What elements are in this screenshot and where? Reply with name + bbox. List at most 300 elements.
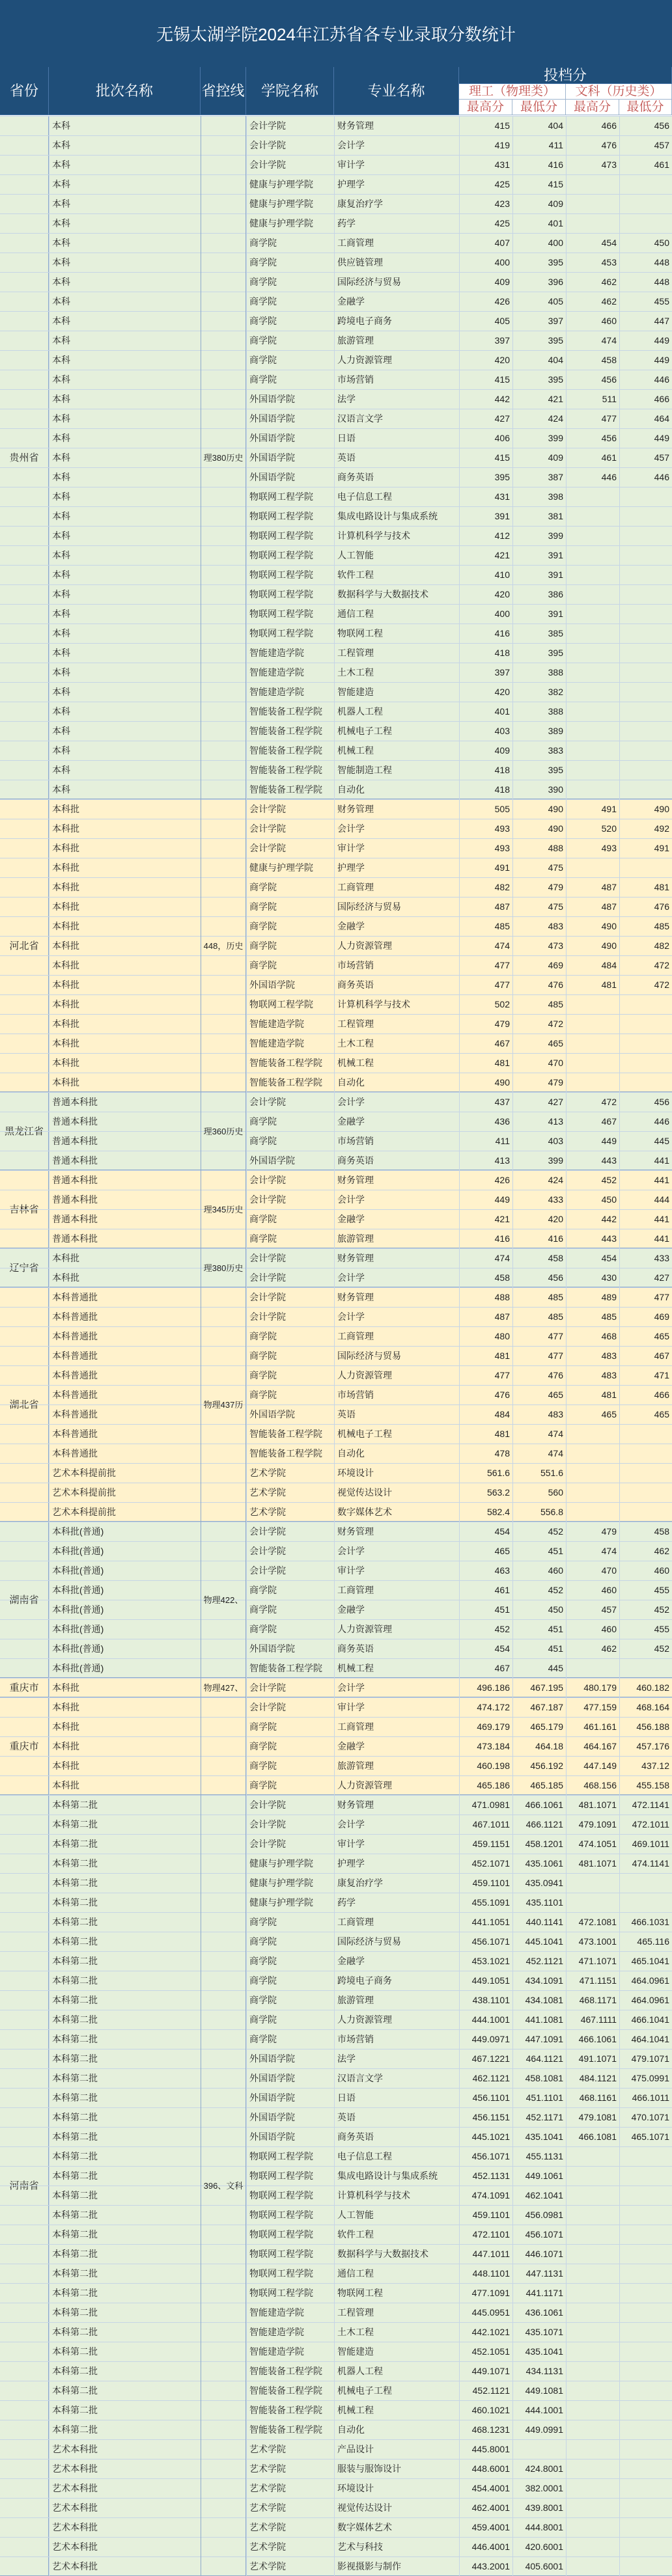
arts-max-cell: 481.1071 <box>566 1796 619 1815</box>
science-max-cell: 459.1101 <box>459 1874 512 1893</box>
college-cell: 会计学院 <box>246 1542 334 1561</box>
science-min-cell: 421 <box>512 390 566 409</box>
major-cell: 会计学 <box>334 1268 459 1287</box>
batch-cell: 本科批 <box>49 1015 201 1034</box>
college-cell: 会计学院 <box>246 1561 334 1580</box>
science-min-cell: 405 <box>512 292 566 311</box>
batch-cell: 本科普通批 <box>49 1347 201 1365</box>
batch-cell: 本科批 <box>49 1776 201 1795</box>
science-max-cell: 462.1121 <box>459 2069 512 2088</box>
arts-max-cell: 491.1071 <box>566 2049 619 2068</box>
province-group <box>0 1795 672 2576</box>
arts-min-cell <box>619 761 672 780</box>
arts-max-cell <box>566 741 619 760</box>
table-row <box>0 1756 672 1775</box>
college-cell: 会计学院 <box>246 116 334 135</box>
arts-max-cell <box>566 2518 619 2537</box>
table-row <box>0 1463 672 1483</box>
batch-cell: 本科批 <box>49 917 201 936</box>
college-cell: 艺术学院 <box>246 2518 334 2537</box>
batch-cell: 本科批(普通) <box>49 1581 201 1600</box>
table-row <box>0 2244 672 2264</box>
batch-cell: 本科批(普通) <box>49 1542 201 1561</box>
batch-cell: 本科批 <box>49 1737 201 1756</box>
batch-cell: 本科 <box>49 546 201 565</box>
arts-min-cell: 433 <box>619 1249 672 1268</box>
batch-cell: 本科批 <box>49 819 201 838</box>
table-row <box>0 2400 672 2420</box>
arts-min-cell <box>619 1015 672 1034</box>
batch-cell: 艺术本科批 <box>49 2479 201 2498</box>
college-cell: 商学院 <box>246 1971 334 1990</box>
major-cell: 审计学 <box>334 1835 459 1854</box>
science-max-cell: 458 <box>459 1268 512 1287</box>
science-max-cell: 442 <box>459 390 512 409</box>
table-row <box>0 897 672 916</box>
table-row <box>0 1170 672 1190</box>
science-max-cell: 415 <box>459 370 512 389</box>
province-group <box>0 1522 672 1678</box>
major-cell: 审计学 <box>334 1698 459 1717</box>
major-cell: 电子信息工程 <box>334 487 459 506</box>
arts-min-cell: 446 <box>619 468 672 487</box>
arts-max-cell <box>566 566 619 584</box>
major-cell: 国际经济与贸易 <box>334 273 459 292</box>
batch-cell: 本科 <box>49 156 201 174</box>
arts-max-cell <box>566 2420 619 2439</box>
arts-max-cell: 460 <box>566 1581 619 1600</box>
arts-max-cell: 480.179 <box>566 1679 619 1697</box>
header-major: 专业名称 <box>334 67 459 115</box>
science-max-cell: 423 <box>459 195 512 213</box>
science-min-cell: 479 <box>512 878 566 897</box>
major-cell: 会计学 <box>334 1542 459 1561</box>
major-cell: 环境设计 <box>334 2479 459 2498</box>
batch-cell: 本科批(普通) <box>49 1561 201 1580</box>
batch-cell: 艺术本科批 <box>49 2557 201 2576</box>
table-row <box>0 702 672 721</box>
science-min-cell: 466.1121 <box>512 1815 566 1834</box>
table-row <box>0 1014 672 1034</box>
major-cell: 财务管理 <box>334 1522 459 1541</box>
science-min-cell: 473 <box>512 937 566 955</box>
science-min-cell: 479 <box>512 1073 566 1092</box>
major-cell: 工商管理 <box>334 1581 459 1600</box>
science-max-cell: 478 <box>459 1444 512 1463</box>
arts-max-cell: 454 <box>566 234 619 253</box>
table-row <box>0 1112 672 1131</box>
science-max-cell: 411 <box>459 1132 512 1151</box>
table-row <box>0 467 672 487</box>
science-max-cell: 485 <box>459 917 512 936</box>
province-group <box>0 1170 672 1248</box>
major-cell: 工商管理 <box>334 1327 459 1346</box>
batch-cell: 本科 <box>49 331 201 350</box>
science-max-cell: 406 <box>459 429 512 448</box>
science-min-cell: 395 <box>512 761 566 780</box>
arts-min-cell: 465 <box>619 1327 672 1346</box>
arts-max-cell: 457 <box>566 1600 619 1619</box>
arts-max-cell: 479.1081 <box>566 2108 619 2127</box>
science-min-cell: 390 <box>512 780 566 799</box>
science-max-cell: 467 <box>459 1659 512 1678</box>
arts-max-cell <box>566 2499 619 2517</box>
college-cell: 物联网工程学院 <box>246 546 334 565</box>
major-cell: 跨境电子商务 <box>334 1971 459 1990</box>
major-cell: 英语 <box>334 2108 459 2127</box>
science-max-cell: 460.198 <box>459 1757 512 1775</box>
major-cell: 机械工程 <box>334 1659 459 1678</box>
table-row <box>0 2205 672 2225</box>
arts-max-cell: 471.1151 <box>566 1971 619 1990</box>
table-row <box>0 1815 672 1834</box>
college-cell: 物联网工程学院 <box>246 527 334 545</box>
arts-min-cell <box>619 2557 672 2576</box>
arts-min-cell: 446 <box>619 370 672 389</box>
science-min-cell: 395 <box>512 370 566 389</box>
science-min-cell: 391 <box>512 566 566 584</box>
science-max-cell: 431 <box>459 156 512 174</box>
science-min-cell: 401 <box>512 214 566 233</box>
table-row <box>0 233 672 253</box>
table-row <box>0 2068 672 2088</box>
batch-cell: 本科 <box>49 624 201 643</box>
science-max-cell: 445.8001 <box>459 2440 512 2459</box>
science-max-cell: 448.1101 <box>459 2264 512 2283</box>
science-max-cell: 415 <box>459 448 512 467</box>
college-cell: 会计学院 <box>246 1698 334 1717</box>
major-cell: 土木工程 <box>334 2323 459 2342</box>
header-college: 学院名称 <box>246 67 334 115</box>
science-max-cell: 449.1071 <box>459 2362 512 2381</box>
table-row <box>0 1131 672 1151</box>
science-max-cell: 453.1021 <box>459 1952 512 1971</box>
arts-min-cell: 464.1041 <box>619 2030 672 2049</box>
college-cell: 会计学院 <box>246 1522 334 1541</box>
major-cell: 工商管理 <box>334 234 459 253</box>
college-cell: 艺术学院 <box>246 1464 334 1483</box>
batch-cell: 本科 <box>49 448 201 467</box>
arts-max-cell <box>566 175 619 194</box>
arts-min-cell: 441 <box>619 1210 672 1229</box>
arts-min-cell: 466 <box>619 390 672 409</box>
table-row <box>0 1444 672 1463</box>
college-cell: 健康与护理学院 <box>246 1893 334 1912</box>
arts-max-cell: 446 <box>566 468 619 487</box>
table-row <box>0 2342 672 2361</box>
science-max-cell: 493 <box>459 819 512 838</box>
college-cell: 商学院 <box>246 1952 334 1971</box>
table-row <box>0 2517 672 2537</box>
table-row <box>0 174 672 194</box>
science-min-cell: 485 <box>512 1288 566 1307</box>
arts-min-cell <box>619 527 672 545</box>
major-cell: 工程管理 <box>334 1015 459 1034</box>
science-min-cell: 475 <box>512 858 566 877</box>
arts-max-cell <box>566 195 619 213</box>
table-row <box>0 487 672 506</box>
college-cell: 外国语学院 <box>246 2069 334 2088</box>
table-row <box>0 1522 672 1541</box>
major-cell: 金融学 <box>334 1737 459 1756</box>
table-row <box>0 1307 672 1326</box>
major-cell: 自动化 <box>334 780 459 799</box>
college-cell: 健康与护理学院 <box>246 1854 334 1873</box>
table-row <box>0 2225 672 2244</box>
control-line-cell: 396、文科 <box>201 1795 246 2575</box>
science-min-cell: 458.1081 <box>512 2069 566 2088</box>
major-cell: 软件工程 <box>334 2225 459 2244</box>
science-min-cell: 391 <box>512 605 566 623</box>
arts-max-cell: 449 <box>566 1132 619 1151</box>
major-cell: 艺术与科技 <box>334 2538 459 2556</box>
science-max-cell: 426 <box>459 292 512 311</box>
college-cell: 商学院 <box>246 1913 334 1932</box>
science-max-cell: 496.186 <box>459 1679 512 1697</box>
batch-cell: 本科批(普通) <box>49 1600 201 1619</box>
arts-max-cell: 481 <box>566 976 619 994</box>
science-max-cell: 416 <box>459 624 512 643</box>
major-cell: 数据科学与大数据技术 <box>334 2245 459 2264</box>
table-row <box>0 1502 672 1522</box>
arts-min-cell: 448 <box>619 273 672 292</box>
major-cell: 康复治疗学 <box>334 1874 459 1893</box>
major-cell: 市场营销 <box>334 1386 459 1404</box>
major-cell: 财务管理 <box>334 800 459 819</box>
arts-max-cell <box>566 2460 619 2478</box>
science-min-cell: 427 <box>512 1093 566 1112</box>
header-plan-score: 投档分 <box>459 67 672 84</box>
table-row <box>0 955 672 975</box>
arts-min-cell: 452 <box>619 1639 672 1658</box>
table-row <box>0 2088 672 2107</box>
province-group <box>0 1092 672 1170</box>
arts-max-cell <box>566 702 619 721</box>
arts-max-cell <box>566 2225 619 2244</box>
major-cell: 会计学 <box>334 819 459 838</box>
college-cell: 物联网工程学院 <box>246 605 334 623</box>
arts-min-cell: 466.1011 <box>619 2089 672 2107</box>
science-min-cell: 464.1121 <box>512 2049 566 2068</box>
college-cell: 商学院 <box>246 1386 334 1404</box>
table-row <box>0 135 672 155</box>
arts-min-cell <box>619 2303 672 2322</box>
arts-min-cell: 464 <box>619 409 672 428</box>
science-max-cell: 454 <box>459 1522 512 1541</box>
arts-min-cell <box>619 624 672 643</box>
major-cell: 机械电子工程 <box>334 2381 459 2400</box>
science-min-cell: 409 <box>512 448 566 467</box>
batch-cell: 本科批 <box>49 1757 201 1775</box>
science-min-cell: 452 <box>512 1581 566 1600</box>
major-cell: 金融学 <box>334 1952 459 1971</box>
science-min-cell: 474 <box>512 1444 566 1463</box>
science-max-cell: 452 <box>459 1620 512 1639</box>
arts-max-cell: 447.149 <box>566 1757 619 1775</box>
arts-min-cell: 472 <box>619 956 672 975</box>
science-min-cell: 485 <box>512 1308 566 1326</box>
science-max-cell: 477.1091 <box>459 2284 512 2303</box>
arts-max-cell <box>566 1425 619 1444</box>
science-min-cell: 411 <box>512 136 566 155</box>
table-row <box>0 2264 672 2283</box>
college-cell: 智能建造学院 <box>246 2342 334 2361</box>
province-group <box>0 799 672 1092</box>
science-min-cell: 388 <box>512 663 566 682</box>
major-cell: 日语 <box>334 2089 459 2107</box>
science-min-cell: 476 <box>512 1366 566 1385</box>
arts-max-cell <box>566 2479 619 2498</box>
science-min-cell: 456.192 <box>512 1757 566 1775</box>
science-min-cell: 382 <box>512 683 566 702</box>
batch-cell: 本科第二批 <box>49 1835 201 1854</box>
science-min-cell: 483 <box>512 1405 566 1424</box>
science-max-cell: 487 <box>459 897 512 916</box>
science-min-cell: 458.1201 <box>512 1835 566 1854</box>
college-cell: 会计学院 <box>246 1249 334 1268</box>
college-cell: 商学院 <box>246 1327 334 1346</box>
science-max-cell: 427 <box>459 409 512 428</box>
batch-cell: 本科 <box>49 370 201 389</box>
science-max-cell: 444.1001 <box>459 2010 512 2029</box>
arts-max-cell: 489 <box>566 1288 619 1307</box>
batch-cell: 本科第二批 <box>49 1874 201 1893</box>
table-row <box>0 877 672 897</box>
college-cell: 外国语学院 <box>246 2049 334 2068</box>
batch-cell: 本科 <box>49 487 201 506</box>
batch-cell: 本科 <box>49 663 201 682</box>
major-cell: 旅游管理 <box>334 1757 459 1775</box>
batch-cell: 本科 <box>49 780 201 799</box>
science-min-cell: 456.1071 <box>512 2225 566 2244</box>
major-cell: 自动化 <box>334 1444 459 1463</box>
college-cell: 艺术学院 <box>246 1503 334 1522</box>
table-row <box>0 1639 672 1658</box>
table-row <box>0 1736 672 1756</box>
table-row <box>0 1873 672 1893</box>
college-cell: 智能建造学院 <box>246 644 334 663</box>
arts-min-cell <box>619 2538 672 2556</box>
college-cell: 会计学院 <box>246 156 334 174</box>
batch-cell: 本科批(普通) <box>49 1522 201 1541</box>
header-science-min: 最低分 <box>512 100 566 115</box>
major-cell: 智能制造工程 <box>334 761 459 780</box>
batch-cell: 普通本科批 <box>49 1132 201 1151</box>
arts-min-cell: 475.0991 <box>619 2069 672 2088</box>
province-group <box>0 116 672 799</box>
science-min-cell: 439.8001 <box>512 2499 566 2517</box>
table-row <box>0 1775 672 1795</box>
batch-cell: 本科第二批 <box>49 2167 201 2185</box>
science-min-cell: 433 <box>512 1190 566 1209</box>
science-max-cell: 420 <box>459 683 512 702</box>
arts-min-cell: 464.0961 <box>619 1971 672 1990</box>
arts-max-cell <box>566 624 619 643</box>
table-row <box>0 1365 672 1385</box>
major-cell: 商务英语 <box>334 468 459 487</box>
table-row <box>0 253 672 272</box>
college-cell: 物联网工程学院 <box>246 2245 334 2264</box>
arts-max-cell: 450 <box>566 1190 619 1209</box>
science-min-cell: 451.1101 <box>512 2089 566 2107</box>
science-min-cell: 556.8 <box>512 1503 566 1522</box>
college-cell: 外国语学院 <box>246 429 334 448</box>
province-group <box>0 1697 672 1795</box>
science-min-cell: 404 <box>512 351 566 370</box>
science-min-cell: 444.8001 <box>512 2518 566 2537</box>
science-min-cell: 434.1091 <box>512 1971 566 1990</box>
science-max-cell: 418 <box>459 780 512 799</box>
science-min-cell: 400 <box>512 234 566 253</box>
arts-min-cell: 455.158 <box>619 1776 672 1795</box>
batch-cell: 艺术本科批 <box>49 2440 201 2459</box>
batch-cell: 本科第二批 <box>49 1893 201 1912</box>
science-min-cell: 452.1121 <box>512 1952 566 1971</box>
arts-max-cell <box>566 2167 619 2185</box>
college-cell: 商学院 <box>246 2030 334 2049</box>
batch-cell: 本科普通批 <box>49 1308 201 1326</box>
table-row <box>0 1658 672 1678</box>
science-min-cell: 465 <box>512 1386 566 1404</box>
arts-max-cell <box>566 2440 619 2459</box>
arts-min-cell <box>619 2147 672 2166</box>
college-cell: 商学院 <box>246 1366 334 1385</box>
arts-min-cell: 479.1071 <box>619 2049 672 2068</box>
table-row <box>0 311 672 331</box>
college-cell: 商学院 <box>246 351 334 370</box>
batch-cell: 本科 <box>49 234 201 253</box>
batch-cell: 本科批 <box>49 1268 201 1287</box>
arts-min-cell: 457 <box>619 136 672 155</box>
table-row <box>0 1229 672 1248</box>
arts-max-cell <box>566 214 619 233</box>
batch-cell: 本科普通批 <box>49 1444 201 1463</box>
major-cell: 数据科学与大数据技术 <box>334 585 459 604</box>
college-cell: 智能建造学院 <box>246 663 334 682</box>
science-min-cell: 395 <box>512 253 566 272</box>
arts-max-cell: 460 <box>566 312 619 331</box>
science-max-cell: 474.1091 <box>459 2186 512 2205</box>
table-row <box>0 858 672 877</box>
arts-max-cell <box>566 487 619 506</box>
batch-cell: 本科批 <box>49 937 201 955</box>
college-cell: 艺术学院 <box>246 2557 334 2576</box>
arts-min-cell: 468.164 <box>619 1698 672 1717</box>
science-max-cell: 493 <box>459 839 512 858</box>
batch-cell: 本科第二批 <box>49 1971 201 1990</box>
science-max-cell: 442.1021 <box>459 2323 512 2342</box>
table-row <box>0 1951 672 1971</box>
science-min-cell: 446.1071 <box>512 2245 566 2264</box>
province-cell: 重庆市 <box>0 1697 49 1794</box>
science-min-cell: 472 <box>512 1015 566 1034</box>
arts-min-cell <box>619 2342 672 2361</box>
arts-min-cell: 477 <box>619 1288 672 1307</box>
major-cell: 商务英语 <box>334 976 459 994</box>
college-cell: 艺术学院 <box>246 1483 334 1502</box>
major-cell: 土木工程 <box>334 663 459 682</box>
batch-cell: 本科第二批 <box>49 1796 201 1815</box>
science-max-cell: 469.179 <box>459 1718 512 1736</box>
college-cell: 商学院 <box>246 1757 334 1775</box>
college-cell: 商学院 <box>246 312 334 331</box>
province-cell: 重庆市 <box>0 1678 49 1697</box>
arts-max-cell <box>566 2362 619 2381</box>
college-cell: 商学院 <box>246 897 334 916</box>
science-min-cell: 449.0991 <box>512 2420 566 2439</box>
table-row <box>0 780 672 799</box>
science-max-cell: 416 <box>459 1229 512 1248</box>
